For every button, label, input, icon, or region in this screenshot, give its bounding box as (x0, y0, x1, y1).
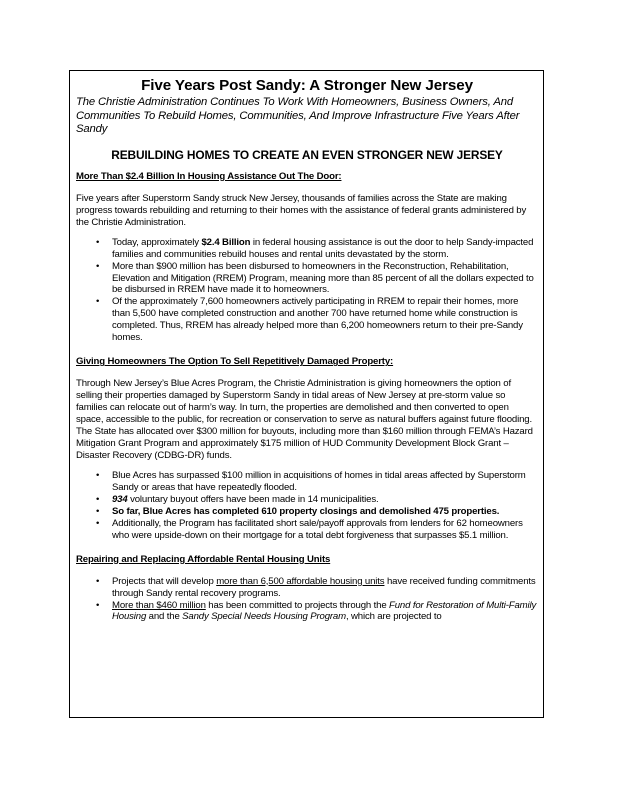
list-item: • More than $460 million has been committed to projects through the Fund for Restoration of Multi-Family Housing and the Sandy Special Needs Housing Program, which are projected to (96, 599, 537, 623)
bullet-icon: • (96, 493, 100, 505)
list-item: • More than $900 million has been disbursed to homeowners in the Reconstruction, Rehabilitation, Elevation and Mitigation (RREM) Program, meaning more than 85 percent of all the dollars expected to be disbursed in RREM have made it to homeowners. (96, 260, 534, 296)
list-item: • Today, approximately $2.4 Billion in federal housing assistance is out the door to help Sandy-impacted families and communities rebuild houses and rental units devastated by the storm. (96, 236, 534, 260)
rental-heading: Repairing and Replacing Affordable Rental Housing Units (76, 553, 331, 565)
bullet-icon: • (96, 236, 100, 248)
bullet-icon: • (96, 260, 100, 272)
bullet-icon: • (96, 517, 100, 529)
housing-intro: Five years after Superstorm Sandy struck New Jersey, thousands of families across the State are making progress towards rebuilding and returning to their homes with the assistance of federal grants administered by the Christie Administration. (76, 192, 527, 228)
housing-bullet-list (76, 237, 538, 345)
list-item: • So far, Blue Acres has completed 610 property closings and demolished 475 properties. (96, 505, 500, 517)
housing-heading: More Than $2.4 Billion In Housing Assistance Out The Door: (76, 170, 342, 182)
bullet-icon: • (96, 599, 100, 611)
bullet-icon: • (96, 296, 100, 308)
section-heading: REBUILDING HOMES TO CREATE AN EVEN STRONGER NEW JERSEY (111, 147, 503, 162)
acres-bullet-list (76, 470, 538, 542)
rental-bullet-list (76, 576, 538, 624)
acres-heading: Giving Homeowners The Option To Sell Repetitively Damaged Property: (76, 356, 394, 368)
list-item: • Of the approximately 7,600 homeowners actively participating in RREM to repair their homes, more than 5,500 have completed construction and another 700 have returned home while construction is completed. Thus, RREM has already helped more than 6,200 homeowners return to their pre-Sandy homes. (96, 296, 523, 344)
acres-intro: Through New Jersey’s Blue Acres Program, the Christie Administration is giving homeowners the option of selling their properties damaged by Superstorm Sandy in tidal areas of New Jersey at pre-storm value so families can relocate out of harm’s way. In turn, the properties are demolished and then converted to open space, accessible to the public, for recreation or conservation to serve as natural buffers against future flooding. The State has allocated over $300 million for buyouts, including more than $160 million through FEMA’s Hazard Mitigation Grant Program and approximately $175 million of HUD Community Development Block Grant – Disaster Recovery (CDBG-DR) funds. (76, 378, 533, 461)
bullet-icon: • (96, 469, 100, 481)
page-title: Five Years Post Sandy: A Stronger New Jersey (141, 77, 473, 94)
list-item: • Additionally, the Program has facilitated short sale/payoff approvals from lenders for 62 homeowners who were upside-down on their mortgage for a total debt forgiveness that surpasses $5.1 million. (96, 517, 523, 541)
list-item: • Projects that will develop more than 6,500 affordable housing units have received funding commitments through Sandy rental recovery programs. (96, 575, 536, 599)
document-frame (69, 70, 544, 718)
bullet-icon: • (96, 505, 100, 517)
bullet-icon: • (96, 575, 100, 587)
page-subtitle: The Christie Administration Continues To Work With Homeowners, Business Owners, And Communities To Rebuild Homes, Communities, And Improve Infrastructure Five Years After Sandy (76, 96, 520, 136)
list-item: • 934 voluntary buyout offers have been made in 14 municipalities. (96, 493, 379, 505)
list-item: • Blue Acres has surpassed $100 million in acquisitions of homes in tidal areas affected by Superstorm Sandy or areas that have repeatedly flooded. (96, 469, 526, 493)
